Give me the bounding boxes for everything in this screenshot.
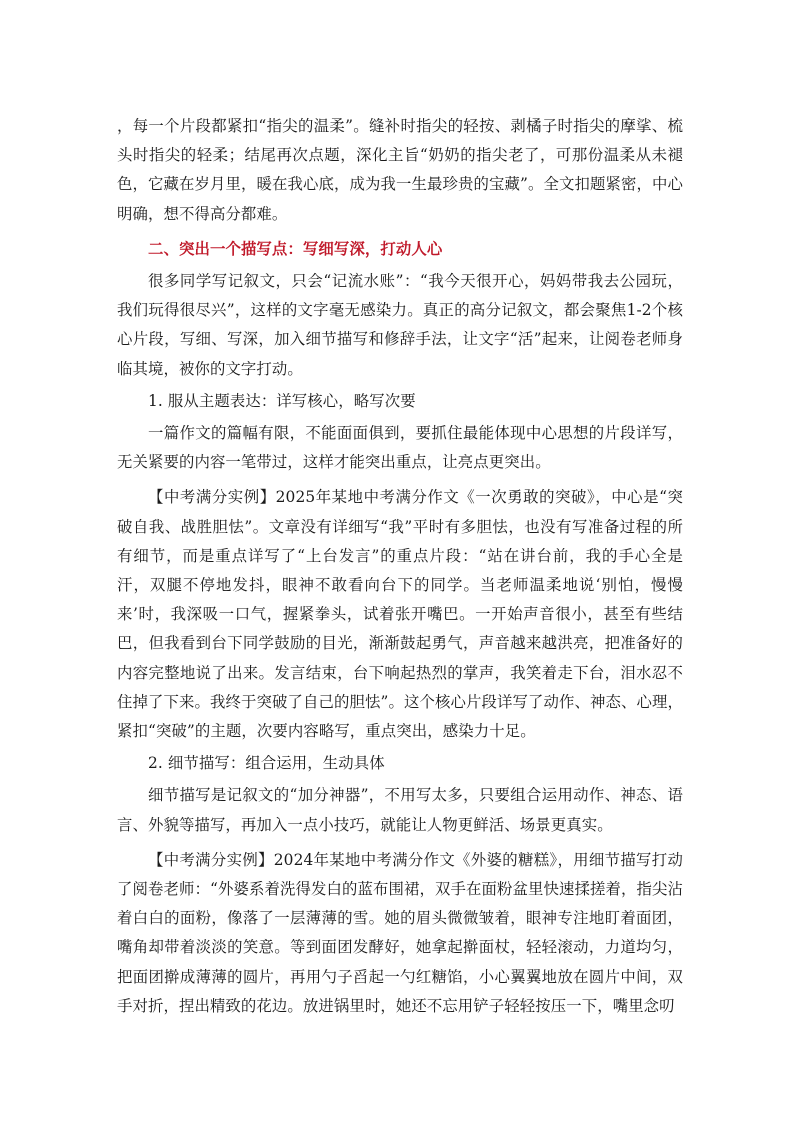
- paragraph-example-2: 【中考满分实例】2024年某地中考满分作文《外婆的糖糕》，用细节描写打动了阅卷老师：“外婆系着洗得发白的蓝布围裙，双手在面粉盆里快速揉搓着，指尖沾着白白的面粉，像落了一层薄薄的雪。她的眉头微微皱着，眼神专注地盯着面团，嘴角却带着淡淡的笑意。等到面团发酵好，她拿起擀面杖，轻轻滚动，力道均匀，把面团擀成薄薄的圆片，再用勺子舀起一勺红糖馅，小心翼翼地放在圆片中间，双手对折，捏出精致的花边。放进锅里时，她还不忘用铲子轻轻按压一下，嘴里念叨: [117, 850, 683, 1015]
- paragraph-detail: 细节描写是记叙文的“加分神器”，不用写太多，只要组合运用动作、神态、语言、外貌等描写，再加入一点小技巧，就能让人物更鲜活、场景更真实。: [117, 786, 683, 834]
- paragraph-theme: 一篇作文的篇幅有限，不能面面俱到，要抓住最能体现中心思想的片段详写，无关紧要的内容一笔带过，这样才能突出重点，让亮点更突出。: [117, 424, 683, 472]
- subsection-heading-1: 1. 服从主题表达：详写核心，略写次要: [148, 391, 416, 410]
- subsection-heading-2: 2. 细节描写：组合运用，生动具体: [148, 754, 385, 773]
- paragraph-intro: 很多同学写记叙文，只会“记流水账”：“我今天很开心，妈妈带我去公园玩，我们玩得很尽兴”，这样的文字毫无感染力。真正的高分记叙文，都会聚焦1-2个核心片段，写细、写深，加入细节描写和修辞手法，让文字“活”起来，让阅卷老师身临其境，被你的文字打动。: [117, 272, 683, 378]
- paragraph-continuation: ，每一个片段都紧扣“指尖的温柔”。缝补时指尖的轻按、剥橘子时指尖的摩挲、梳头时指尖的轻柔；结尾再次点题，深化主旨“奶奶的指尖老了，可那份温柔从未褪色，它藏在岁月里，暖在我心底，成为我一生最珍贵的宝藏”。全文扣题紧密，中心明确，想不得高分都难。: [117, 117, 683, 223]
- paragraph-example-1: 【中考满分实例】2025年某地中考满分作文《一次勇敢的突破》，中心是“突破自我、战胜胆怯”。文章没有详细写“我”平时有多胆怯，也没有写准备过程的所有细节，而是重点详写了“上台发言”的重点片段：“站在讲台前，我的手心全是汗，双腿不停地发抖，眼神不敢看向台下的同学。当老师温柔地说‘别怕，慢慢来’时，我深吸一口气，握紧拳头，试着张开嘴巴。一开始声音很小，甚至有些结巴，但我看到台下同学鼓励的目光，渐渐鼓起勇气，声音越来越洪亮，把准备好的内容完整地说了出来。发言结束，台下响起热烈的掌声，我笑着走下台，泪水忍不住掉了下来。我终于突破了自己的胆怯”。这个核心片段详写了动作、神态、心理，紧扣“突破”的主题，次要内容略写，重点突出，感染力十足。: [117, 488, 683, 741]
- section-heading-2: 二、突出一个描写点：写细写深，打动人心: [148, 239, 443, 258]
- article-body: [117, 112, 683, 1021]
